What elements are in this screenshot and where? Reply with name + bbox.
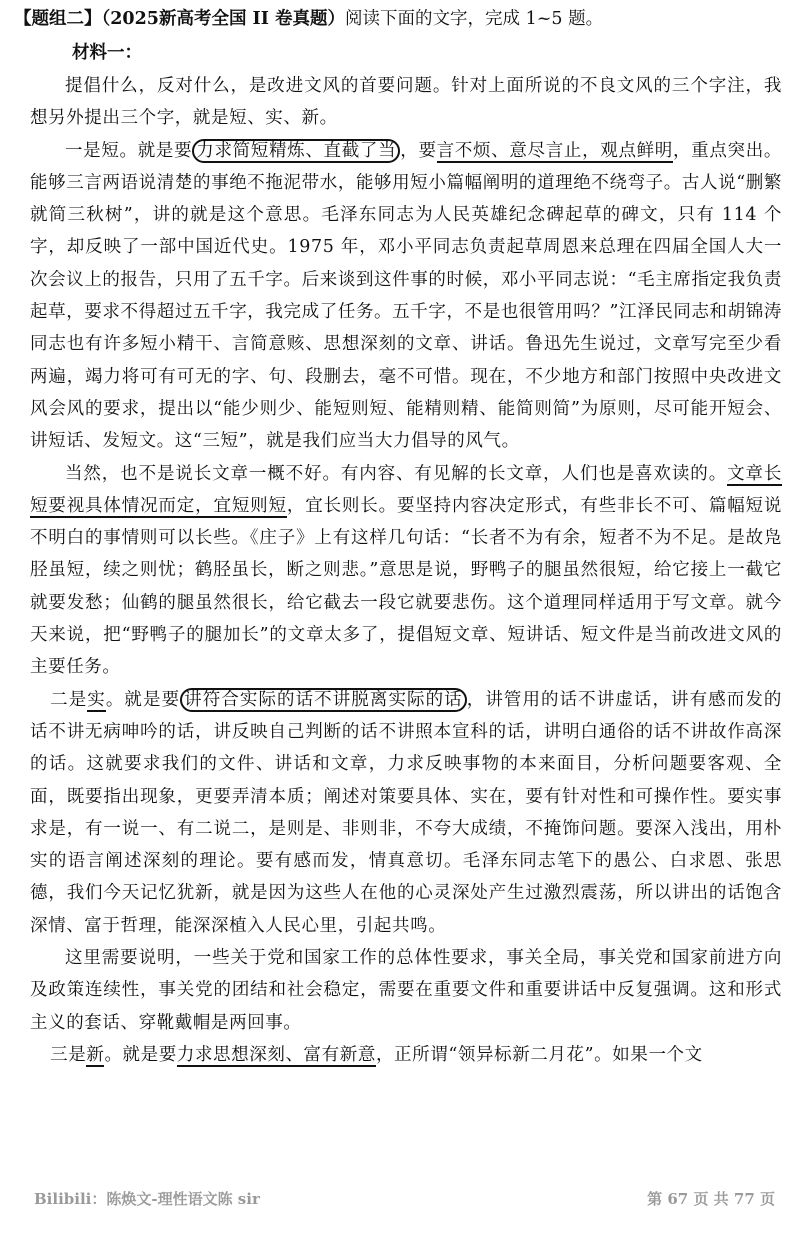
text-segment: ，重点突出。能够三言两语说清楚的事绝不拖泥带水，能够用短小篇幅阐明的道理绝不绕弯子。古人说“删繁就简三秋树”，讲的就是这个意思。毛泽东同志为人民英雄纪念碑起草的碑文，只有 114 个字，却反映了一部中国近代史。1975 年，邓小平同志负责起草周恩来总理在四届全国人大一次会议上的报告，只用了五千字。后来谈到这件事的时候，邓小平同志说：“毛主席指定我负责起草，要求不得超过五千字，我完成了任务。五千字，不是也很管用吗？”江泽民同志和胡锦涛同志也有许多短小精干、言简意赅、思想深刻的文章、讲话。鲁迅先生说过，文章写完至少看两遍，竭力将可有可无的字、句、段删去，毫不可惜。现在，不少地方和部门按照中央改进文风会风的要求，提出以“能少则少、能短则短、能精则精、能简则简”为原则，尽可能开短会、讲短话、发短文。这“三短”，就是我们应当大力倡导的风气。	[30, 140, 783, 452]
underlined-phrase: 文章长短要视具体情况而定，宜短则短	[30, 463, 782, 516]
text-segment: 二是	[50, 689, 88, 710]
text-segment: 一是短。就是要	[65, 140, 193, 161]
paragraph-3	[30, 458, 782, 684]
material-label: 材料一：	[72, 43, 142, 63]
paragraph-1: 提倡什么，反对什么，是改进文风的首要问题。针对上面所说的不良文风的三个字注，我想另外提出三个字，就是短、实、新。	[30, 76, 782, 129]
exam-source: （2025新高考全国 II 卷真题）	[101, 9, 346, 29]
text-segment: 。就是要	[104, 1044, 177, 1065]
underlined-word: 实	[87, 689, 106, 710]
paragraph-2	[30, 135, 782, 458]
text-segment: ，讲管用的话不讲虚话，讲有感而发的话不讲无病呻吟的话，讲反映自己判断的话不讲照本宣科的话，讲明白通俗的话不讲故作高深的话。这就要求我们的文件、讲话和文章，力求反映事物的本来面目，分析问题要客观、全面，既要指出现象，更要弄清本质；阐述对策要具体、实在，要有针对性和可操作性。要实事求是，有一说一、有二说二，是则是、非则非，不夸大成绩，不掩饰问题。要深入浅出，用朴实的语言阐述深刻的理论。要有感而发，情真意切。毛泽东同志笔下的愚公、白求恩、张思德，我们今天记忆犹新，就是因为这些人在他的心灵深处产生过激烈震荡，所以讲出的话饱含深情、富于哲理，能深深植入人民心里，引起共鸣。	[30, 689, 783, 936]
underlined-phrase: 力求思想深刻、富有新意	[176, 1044, 376, 1065]
question-header	[14, 6, 603, 32]
text-segment: 当然，也不是说长文章一概不好。有内容、有见解的长文章，人们也是喜欢读的。	[65, 463, 728, 484]
underlined-word: 新	[86, 1044, 105, 1065]
paragraph-5: 这里需要说明，一些关于党和国家工作的总体性要求，事关全局，事关党和国家前进方向及政策连续性，事关党的团结和社会稳定，需要在重要文件和重要讲话中反复强调。这和形式主义的套话、穿靴戴帽是两回事。	[30, 948, 782, 1033]
underlined-phrase: 言不烦、意尽言止，观点鲜明	[436, 140, 673, 161]
text-segment: 。就是要	[105, 689, 181, 710]
footer-author: Bilibili：陈焕文-理性语文陈 sir	[34, 1190, 260, 1208]
instruction-text: 阅读下面的文字，完成 1~5 题。	[345, 9, 604, 29]
question-group-label: 【题组二】	[14, 9, 102, 29]
article-body	[30, 70, 782, 1071]
text-segment: ，正所谓“领异标新二月花”。如果一个文	[375, 1044, 703, 1065]
text-segment: ，要	[400, 140, 437, 161]
page-number: 第 67 页 共 77 页	[647, 1190, 775, 1208]
paragraph-4	[30, 684, 782, 942]
circled-phrase: 力求简短精炼、直截了当	[192, 139, 400, 163]
text-segment: ，宜长则长。要坚持内容决定形式，有些非长不可、篇幅短说不明白的事情则可以长些。《庄子》上有这样几句话：“长者不为有余，短者不为不足。是故凫胫虽短，续之则忧；鹤胫虽长，断之则悲。”意思是说，野鸭子的腿虽然很短，给它接上一截它就要发愁；仙鹤的腿虽然很长，给它截去一段它就要悲伤。这个道理同样适用于写文章。就今天来说，把“野鸭子的腿加长”的文章太多了，提倡短文章、短讲话、短文件是当前改进文风的主要任务。	[30, 495, 783, 678]
paragraph-6	[30, 1039, 782, 1071]
circled-phrase: 讲符合实际的话不讲脱离实际的话	[180, 688, 467, 712]
text-segment: 三是	[50, 1044, 87, 1065]
